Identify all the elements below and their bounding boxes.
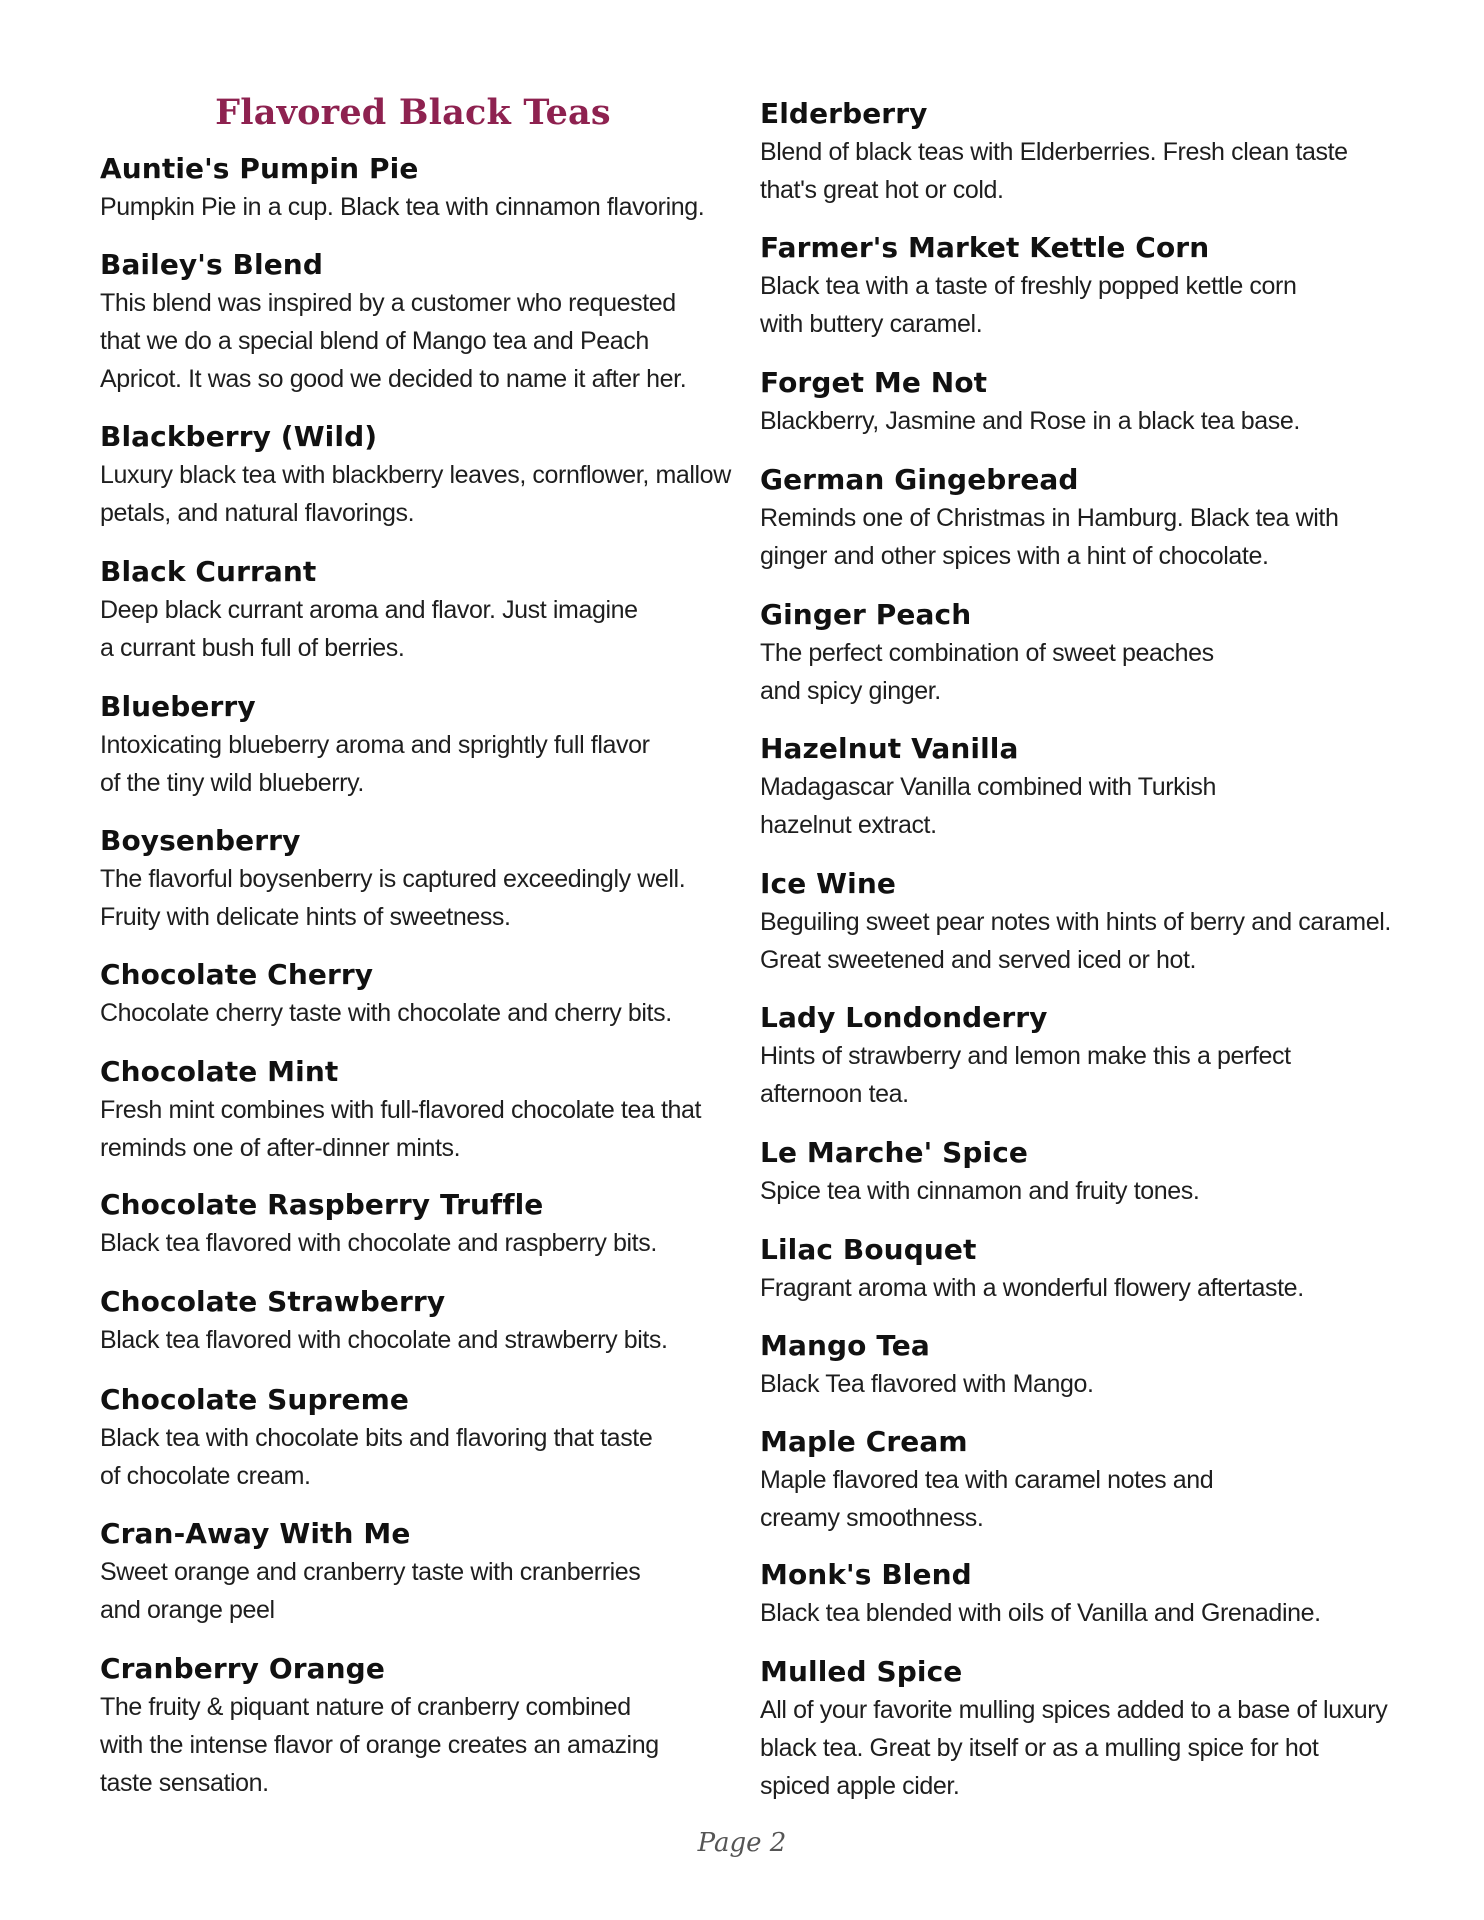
tea-name: Chocolate Cherry bbox=[100, 958, 374, 991]
tea-name: Black Currant bbox=[100, 555, 317, 588]
tea-name: Chocolate Supreme bbox=[100, 1383, 409, 1416]
tea-name: Farmer's Market Kettle Corn bbox=[760, 231, 1210, 264]
tea-name: Monk's Blend bbox=[760, 1558, 972, 1591]
tea-entry bbox=[100, 1650, 740, 1802]
tea-entry bbox=[100, 150, 740, 226]
tea-entry bbox=[760, 229, 1400, 343]
tea-description: Black tea blended with oils of Vanilla and Grenadine. bbox=[760, 1599, 1321, 1627]
tea-description: Madagascar Vanilla combined with Turkish hazelnut extract. bbox=[760, 773, 1216, 839]
page-title: Flavored Black Teas bbox=[215, 92, 611, 133]
tea-description: Chocolate cherry taste with chocolate and cherry bits. bbox=[100, 999, 672, 1027]
tea-name: Cranberry Orange bbox=[100, 1652, 385, 1685]
tea-name: German Gingebread bbox=[760, 463, 1079, 496]
tea-name: Mango Tea bbox=[760, 1329, 930, 1362]
tea-description: All of your favorite mulling spices added to a base of luxury black tea. Great by itself or as a mulling spice for hot spiced apple cider. bbox=[760, 1696, 1388, 1800]
tea-description: Fresh mint combines with full-flavored chocolate tea that reminds one of after-dinner mints. bbox=[100, 1096, 702, 1162]
tea-entry bbox=[100, 688, 740, 802]
tea-entry bbox=[760, 1134, 1400, 1210]
tea-description: Beguiling sweet pear notes with hints of berry and caramel. Great sweetened and served iced or hot. bbox=[760, 908, 1391, 974]
tea-entry bbox=[760, 461, 1400, 575]
page-number: Page 2 bbox=[697, 1828, 787, 1858]
tea-entry bbox=[100, 418, 740, 532]
tea-description: Pumpkin Pie in a cup. Black tea with cinnamon flavoring. bbox=[100, 193, 705, 221]
tea-entry bbox=[100, 1515, 740, 1629]
tea-entry bbox=[760, 1231, 1400, 1307]
tea-name: Chocolate Strawberry bbox=[100, 1285, 446, 1318]
tea-description: Deep black currant aroma and flavor. Just imagine a currant bush full of berries. bbox=[100, 596, 638, 662]
tea-entry bbox=[760, 1423, 1400, 1537]
tea-name: Cran-Away With Me bbox=[100, 1517, 411, 1550]
tea-entry bbox=[100, 246, 740, 398]
tea-description: Blend of black teas with Elderberries. Fresh clean taste that's great hot or cold. bbox=[760, 138, 1348, 204]
tea-name: Blackberry (Wild) bbox=[100, 420, 378, 453]
tea-name: Blueberry bbox=[100, 690, 256, 723]
tea-name: Chocolate Raspberry Truffle bbox=[100, 1188, 544, 1221]
tea-description: Black tea with chocolate bits and flavoring that taste of chocolate cream. bbox=[100, 1424, 653, 1490]
tea-entry bbox=[100, 956, 740, 1032]
tea-entry bbox=[760, 596, 1400, 710]
tea-entry bbox=[100, 1381, 740, 1495]
tea-entry bbox=[100, 553, 740, 667]
tea-name: Auntie's Pumpin Pie bbox=[100, 152, 419, 185]
tea-description: Maple flavored tea with caramel notes and creamy smoothness. bbox=[760, 1466, 1214, 1532]
tea-name: Forget Me Not bbox=[760, 366, 988, 399]
tea-entry bbox=[100, 1053, 740, 1167]
tea-description: Blackberry, Jasmine and Rose in a black tea base. bbox=[760, 407, 1300, 435]
tea-description: Black tea flavored with chocolate and strawberry bits. bbox=[100, 1326, 668, 1354]
tea-entry bbox=[760, 1556, 1400, 1632]
tea-description: This blend was inspired by a customer who requested that we do a special blend of Mango tea and Peach Apricot. It was so good we decided to name it after her. bbox=[100, 289, 687, 393]
tea-description: Black Tea flavored with Mango. bbox=[760, 1370, 1094, 1398]
tea-description: The flavorful boysenberry is captured exceedingly well. Fruity with delicate hints of sweetness. bbox=[100, 865, 686, 931]
tea-entry bbox=[100, 1283, 740, 1359]
tea-description: Intoxicating blueberry aroma and sprightly full flavor of the tiny wild blueberry. bbox=[100, 731, 650, 797]
tea-name: Maple Cream bbox=[760, 1425, 968, 1458]
tea-description: Black tea with a taste of freshly popped kettle corn with buttery caramel. bbox=[760, 272, 1297, 338]
tea-entry bbox=[760, 999, 1400, 1113]
tea-entry bbox=[100, 1186, 740, 1262]
tea-name: Ice Wine bbox=[760, 867, 896, 900]
tea-entry bbox=[760, 730, 1400, 844]
tea-description: Sweet orange and cranberry taste with cranberries and orange peel bbox=[100, 1558, 641, 1624]
tea-description: Fragrant aroma with a wonderful flowery aftertaste. bbox=[760, 1274, 1304, 1302]
tea-entry bbox=[100, 822, 740, 936]
tea-name: Hazelnut Vanilla bbox=[760, 732, 1019, 765]
tea-name: Mulled Spice bbox=[760, 1655, 963, 1688]
tea-entry bbox=[760, 364, 1400, 440]
tea-description: Black tea flavored with chocolate and raspberry bits. bbox=[100, 1229, 657, 1257]
tea-description: The perfect combination of sweet peaches and spicy ginger. bbox=[760, 639, 1214, 705]
tea-description: The fruity & piquant nature of cranberry combined with the intense flavor of orange creates an amazing taste sensation. bbox=[100, 1693, 659, 1797]
tea-entry bbox=[760, 1327, 1400, 1403]
tea-name: Boysenberry bbox=[100, 824, 301, 857]
tea-description: Luxury black tea with blackberry leaves, cornflower, mallow petals, and natural flavorings. bbox=[100, 461, 731, 527]
tea-name: Lady Londonderry bbox=[760, 1001, 1048, 1034]
tea-entry bbox=[760, 95, 1400, 209]
tea-description: Hints of strawberry and lemon make this a perfect afternoon tea. bbox=[760, 1042, 1291, 1108]
tea-name: Le Marche' Spice bbox=[760, 1136, 1028, 1169]
tea-description: Spice tea with cinnamon and fruity tones. bbox=[760, 1177, 1200, 1205]
tea-name: Ginger Peach bbox=[760, 598, 972, 631]
tea-entry bbox=[760, 1653, 1400, 1805]
tea-name: Elderberry bbox=[760, 97, 928, 130]
tea-name: Lilac Bouquet bbox=[760, 1233, 977, 1266]
tea-entry bbox=[760, 865, 1400, 979]
tea-description: Reminds one of Christmas in Hamburg. Black tea with ginger and other spices with a hint of chocolate. bbox=[760, 504, 1339, 570]
tea-name: Chocolate Mint bbox=[100, 1055, 339, 1088]
tea-name: Bailey's Blend bbox=[100, 248, 323, 281]
